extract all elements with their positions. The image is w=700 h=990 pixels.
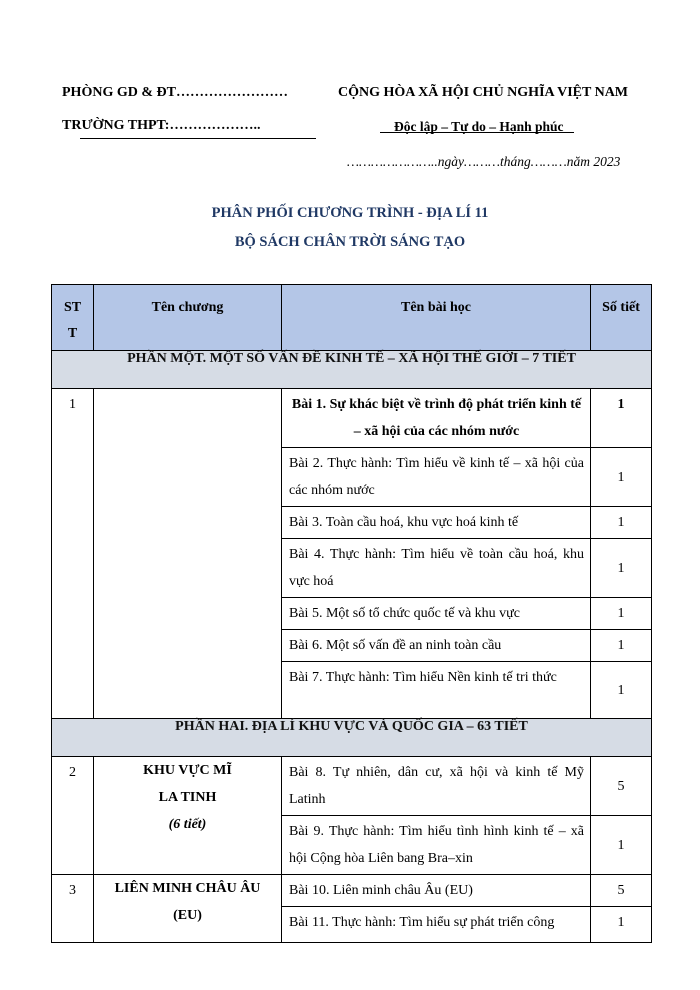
periods-cell: 1 bbox=[591, 630, 652, 662]
chapter-name: LIÊN MINH CHÂU ÂU bbox=[114, 881, 261, 896]
stt-cell: 3 bbox=[52, 875, 94, 943]
table-row bbox=[52, 757, 652, 816]
document-title: PHÂN PHỐI CHƯƠNG TRÌNH - ĐỊA LÍ 11 bbox=[211, 205, 489, 221]
lesson-cell: Bài 7. Thực hành: Tìm hiểu Nền kinh tế tri thức bbox=[282, 662, 591, 719]
header-left bbox=[62, 85, 288, 133]
lesson-cell: Bài 5. Một số tổ chức quốc tế và khu vực bbox=[282, 598, 591, 630]
header-chapter: Tên chương bbox=[94, 285, 282, 351]
department-line: PHÒNG GD & ĐT…………………… bbox=[62, 85, 288, 100]
section-title: PHẦN MỘT. MỘT SỐ VẤN ĐỀ KINH TẾ – XÃ HỘI THẾ GIỚI – 7 TIẾT bbox=[52, 351, 652, 389]
header-lesson: Tên bài học bbox=[282, 285, 591, 351]
periods-cell: 5 bbox=[591, 875, 652, 907]
date-line: …………………..ngày………tháng………năm 2023 bbox=[347, 154, 621, 169]
periods-cell: 1 bbox=[591, 539, 652, 598]
school-underline bbox=[80, 138, 316, 139]
chapter-hours: (6 tiết) bbox=[168, 817, 207, 832]
periods-cell: 1 bbox=[591, 507, 652, 539]
chapter-name: (EU) bbox=[173, 908, 202, 923]
country-name: CỘNG HÒA XÃ HỘI CHỦ NGHĨA VIỆT NAM bbox=[338, 85, 629, 100]
lesson-cell: Bài 1. Sự khác biệt về trình độ phát triển kinh tế – xã hội của các nhóm nước bbox=[282, 389, 591, 448]
periods-cell: 1 bbox=[591, 816, 652, 875]
section-row bbox=[52, 719, 652, 757]
chapter-cell bbox=[94, 757, 282, 875]
periods-cell: 1 bbox=[591, 662, 652, 719]
periods-cell: 5 bbox=[591, 757, 652, 816]
lesson-cell: Bài 8. Tự nhiên, dân cư, xã hội và kinh tế Mỹ Latinh bbox=[282, 757, 591, 816]
periods-cell: 1 bbox=[591, 907, 652, 943]
chapter-name: LA TINH bbox=[158, 790, 217, 805]
chapter-cell bbox=[94, 875, 282, 943]
section-row bbox=[52, 351, 652, 389]
curriculum-table bbox=[51, 284, 652, 943]
section-title: PHẦN HAI. ĐỊA LÍ KHU VỰC VÀ QUỐC GIA – 63 TIẾT bbox=[52, 719, 652, 757]
document-subtitle: BỘ SÁCH CHÂN TRỜI SÁNG TẠO bbox=[234, 234, 466, 250]
lesson-cell: Bài 11. Thực hành: Tìm hiểu sự phát triển công bbox=[282, 907, 591, 943]
header-stt: ST T bbox=[52, 285, 94, 351]
chapter-name: KHU VỰC MĨ bbox=[143, 763, 232, 778]
motto: Độc lập – Tự do – Hạnh phúc bbox=[394, 119, 564, 134]
periods-cell: 1 bbox=[591, 598, 652, 630]
chapter-cell bbox=[94, 389, 282, 719]
school-line: TRƯỜNG THPT:……………….. bbox=[62, 118, 261, 133]
table-header-row bbox=[52, 285, 652, 351]
table-row bbox=[52, 875, 652, 907]
lesson-cell: Bài 2. Thực hành: Tìm hiểu về kinh tế – xã hội của các nhóm nước bbox=[282, 448, 591, 507]
periods-cell: 1 bbox=[591, 448, 652, 507]
lesson-cell: Bài 10. Liên minh châu Âu (EU) bbox=[282, 875, 591, 907]
lesson-cell: Bài 9. Thực hành: Tìm hiểu tình hình kinh tế – xã hội Cộng hòa Liên bang Bra–xin bbox=[282, 816, 591, 875]
lesson-cell: Bài 4. Thực hành: Tìm hiểu về toàn cầu hoá, khu vực hoá bbox=[282, 539, 591, 598]
stt-cell: 2 bbox=[52, 757, 94, 875]
periods-cell: 1 bbox=[591, 389, 652, 448]
table-row bbox=[52, 389, 652, 448]
lesson-cell: Bài 3. Toàn cầu hoá, khu vực hoá kinh tế bbox=[282, 507, 591, 539]
stt-cell: 1 bbox=[52, 389, 94, 719]
motto-underline bbox=[380, 132, 574, 133]
header-periods: Số tiết bbox=[591, 285, 652, 351]
lesson-cell: Bài 6. Một số vấn đề an ninh toàn cầu bbox=[282, 630, 591, 662]
